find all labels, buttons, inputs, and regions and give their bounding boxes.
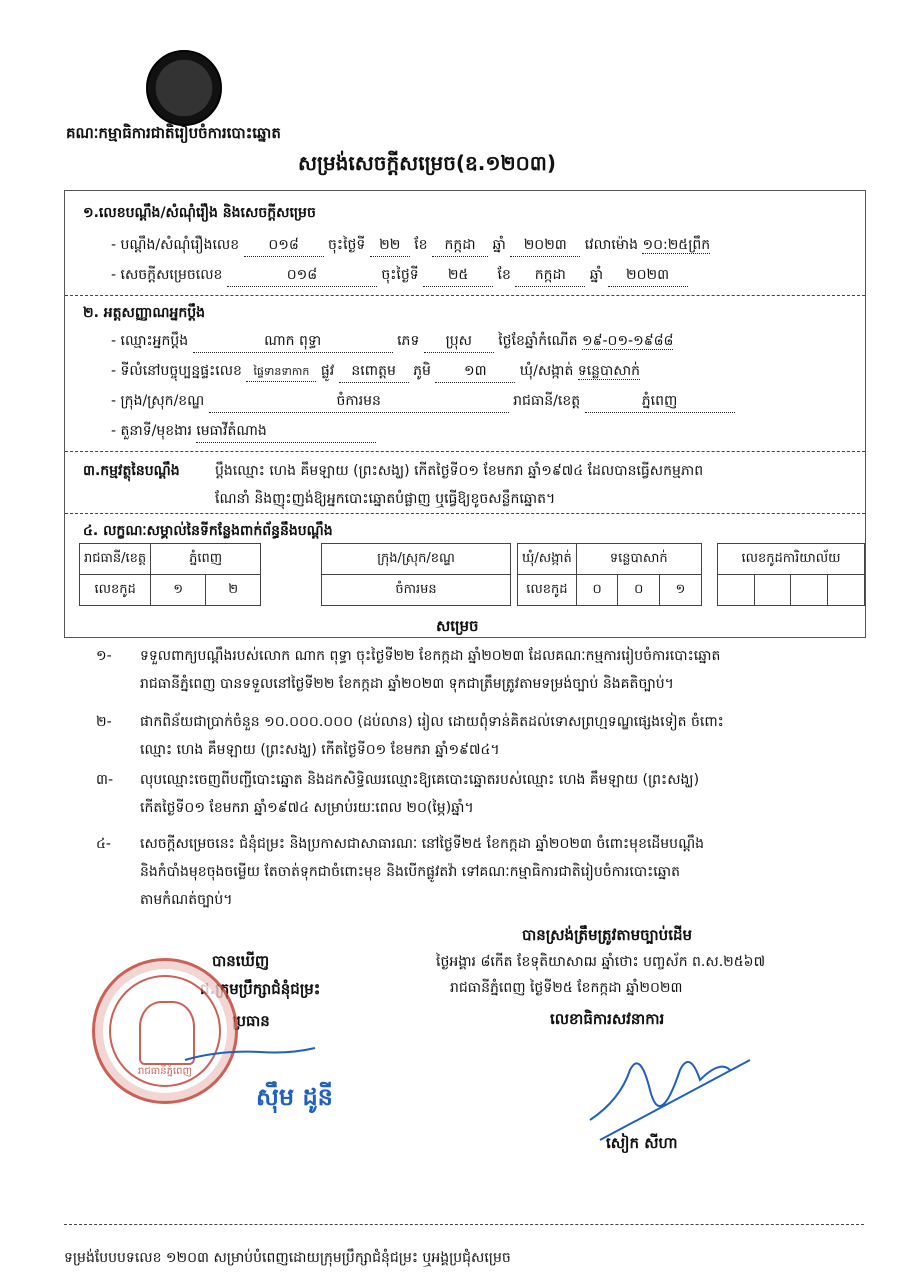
item-line: ផាកពិន័យជាប្រាក់ចំនួន ១០.០០០.០០០ (ដប់លាន) រៀល ដោយពុំទាន់គិតដល់ទោសព្រហ្មទណ្ឌផ្សេងទៀត ចំពោះ [140, 714, 724, 730]
complaint-time: ១០:២៥ព្រឹក [642, 237, 711, 253]
item-line: រាជធានីភ្នំពេញ បានទទួលនៅថ្ងៃទី២២ ខែកក្កដា ឆ្នាំ២០២៣ ទុកជាត្រឹមត្រូវតាមទម្រង់ច្បាប់ និងគតិច្បាប់។ [140, 676, 674, 692]
org-name: គណៈកម្មាធិការជាតិរៀបចំការបោះឆ្នោត [66, 124, 281, 142]
decision-number: ០១៨ [227, 265, 377, 287]
address-label: ទីលំនៅបច្ចុប្បន្នផ្ទះលេខ [120, 363, 242, 379]
complainant-sex: ប្រុស [424, 331, 494, 353]
footer-divider [64, 1224, 864, 1225]
item-number: ៤- [96, 836, 111, 852]
village: ១៣ [435, 361, 515, 383]
decision-label: សេចក្តីសម្រេចលេខ [120, 267, 223, 283]
code-digit: ១ [660, 575, 702, 606]
item-line: សេចក្តីសម្រេចនេះ ជំនុំជម្រះ និងប្រកាសជាសាធារណៈ នៅថ្ងៃទី២៥ ខែកក្កដា ឆ្នាំ២០២៣ ចំពោះមុខដើមបណ្តឹង [140, 836, 705, 852]
date-label: ចុះថ្ងៃទី [328, 237, 366, 253]
code-digit: ២ [206, 575, 261, 606]
date-label: ចុះថ្ងៃទី [381, 267, 419, 283]
lunar-date: ថ្ងៃអង្គារ ៨កើត ខែទុតិយាសាឍ ឆ្នាំថោះ បញ្ចស័ក ព.ស.២៥៦៧ [436, 954, 766, 970]
name-label: ឈ្មោះអ្នកប្តឹង [120, 333, 189, 349]
office-code-label: លេខកូដការិយាល័យ [718, 544, 865, 575]
footer-note: ទម្រង់បែបបទលេខ ១២០៣ សម្រាប់បំពេញដោយក្រុមប្រឹក្សាជំនុំជម្រះ ឬអង្គប្រជុំសម្រេច [64, 1250, 511, 1266]
complaint-row: - បណ្តឹង/សំណុំរឿងលេខ ០១៨ ចុះថ្ងៃទី ២២ ខែ កក្កដា ឆ្នាំ ២០២៣ វេលាម៉ោង ១០:២៥ព្រឹក [111, 235, 710, 257]
divider [65, 295, 865, 296]
house-number: ផ្ទៃទានទាកាក [246, 365, 316, 382]
item-line: លុបឈ្មោះចេញពីបញ្ជីបោះឆ្នោត និងដកសិទ្ធិឈរឈ្មោះឱ្យគេបោះឆ្នោតរបស់ឈ្មោះ ហេង គឹមឡាយ (ព្រះសង្ឃ) [140, 772, 700, 788]
item-line: ទទួលពាក្យបណ្តឹងរបស់លោក ណាក ពុទ្ធា ចុះថ្ងៃទី២២ ខែកក្កដា ឆ្នាំ២០២៣ ដែលគណៈកម្មការរៀបចំការបោះឆ្នោត [140, 648, 721, 664]
complainant-dob: ១៩-០១-១៩៨៨ [581, 333, 674, 349]
sex-label: ភេទ [397, 333, 420, 349]
district: ចំការមន [209, 391, 509, 413]
form-title: សម្រង់សេចក្តីសម្រេច(ឧ.១២០៣) [298, 151, 557, 175]
section2-heading: ២. អត្តសញ្ញាណអ្នកប្តឹង [83, 305, 206, 321]
province: ភ្នំពេញ [585, 391, 735, 413]
item-number: ១- [96, 648, 112, 664]
chamber-name: ជ.ក្រុមប្រឹក្សាជំនុំជម្រះ [200, 980, 321, 998]
address-row: - ទីលំនៅបច្ចុប្បន្នផ្ទះលេខ ផ្ទៃទានទាកាក ផ្លូវ នពោត្តម ភូមិ ១៣ ឃុំ/សង្កាត់ ទន្លេបាសាក់ [111, 361, 640, 383]
district-row: - ក្រុង/ស្រុក/ខណ្ឌ ចំការមន រាជធានី/ខេត្ត ភ្នំពេញ [111, 391, 735, 413]
item-line: ឈ្មោះ ហេង គឹមឡាយ (ព្រះសង្ឃ) កើតថ្ងៃទី០១ ខែមករា ឆ្នាំ១៩៧៤។ [140, 742, 500, 758]
president-signature [180, 1030, 320, 1080]
decision-heading: សម្រេច [436, 617, 479, 635]
seen-label: បានឃើញ [212, 952, 270, 970]
stamp-text: រាជធានីភ្នំពេញ [138, 1066, 192, 1077]
clerk-role: លេខាធិការសវនាការ [550, 1010, 665, 1028]
certified-copy-label: បានស្រង់ត្រឹមត្រូវតាមច្បាប់ដើម [522, 926, 692, 944]
role-label: តួនាទី/មុខងារ [120, 423, 192, 439]
decision-year: ២០២៣ [608, 265, 688, 287]
item-line: កើតថ្ងៃទី០១ ខែមករា ឆ្នាំ១៩៧៤ សម្រាប់រយៈពេល ២០(ម្ភៃ)ឆ្នាំ។ [140, 800, 474, 816]
street-label: ផ្លូវ [320, 363, 335, 379]
clerk-name: សៀក សីហា [606, 1134, 678, 1152]
office-code-cell [828, 575, 865, 606]
divider [65, 451, 865, 452]
complaint-number: ០១៨ [244, 235, 324, 257]
complaint-day: ២២ [370, 235, 410, 257]
role-row: - តួនាទី/មុខងារ មេធាវីតំណាង [111, 421, 376, 443]
office-code-cell [718, 575, 755, 606]
item-line: និងកំបាំងមុខចុងចម្លើយ តែចាត់ទុកជាចំពោះមុខ និងបើកផ្លូវតវ៉ា ទៅគណៈកម្មាធិការជាតិរៀបចំការបោះឆ្នោត [140, 864, 680, 880]
decision-day: ២៥ [423, 265, 493, 287]
president-name: ស៊ឹម ដូនី [256, 1083, 333, 1111]
month-label: ខែ [497, 267, 511, 283]
year-label: ឆ្នាំ [589, 267, 604, 283]
village-label: ភូមិ [413, 363, 431, 379]
office-code-cell [791, 575, 828, 606]
dob-label: ថ្ងៃខែឆ្នាំកំណើត [498, 333, 578, 349]
district-table [321, 543, 511, 606]
item-line: តាមកំណត់ច្បាប់។ [140, 892, 233, 908]
district-label-cell: ក្រុង/ស្រុក/ខណ្ឌ [322, 544, 511, 575]
office-code-cell [754, 575, 791, 606]
district-label: ក្រុង/ស្រុក/ខណ្ឌ [120, 393, 205, 409]
office-code-table [717, 543, 865, 606]
decision-month: កក្កដា [515, 265, 585, 287]
emblem-logo [146, 50, 222, 126]
code-digit: ០ [576, 575, 618, 606]
complaint-month: កក្កដា [432, 235, 488, 257]
province-cell: ភ្នំពេញ [151, 544, 261, 575]
province-label-cell: រាជធានី/ខេត្ត [80, 544, 151, 575]
item-number: ២- [96, 714, 112, 730]
section1-heading: ១.លេខបណ្តឹង/សំណុំរឿង និងសេចក្តីសម្រេច [83, 205, 316, 221]
complainant-name: ណាក ពុទ្ធា [193, 331, 393, 353]
commune: ទន្លេបាសាក់ [577, 363, 641, 379]
month-label: ខែ [414, 237, 428, 253]
complainant-name-row: - ឈ្មោះអ្នកប្តឹង ណាក ពុទ្ធា ភេទ ប្រុស ថ្ងៃខែឆ្នាំកំណើត ១៩-០១-១៩៨៨ [111, 331, 673, 353]
decision-item [96, 766, 876, 826]
form-box [64, 190, 866, 638]
code-label-cell: លេខកូដ [80, 575, 151, 606]
commune-code-table [517, 543, 702, 606]
section3-heading: ៣.កម្មវត្ថុនៃបណ្តឹង [83, 463, 180, 479]
complaint-label: បណ្តឹង/សំណុំរឿងលេខ [120, 237, 240, 253]
code-label-cell: លេខកូដ [518, 575, 577, 606]
district-cell: ចំការមន [322, 575, 511, 606]
section4-heading: ៤. លក្ខណៈសម្គាល់នៃទីកន្លែងពាក់ព័ន្ធនឹងបណ្តឹង [83, 523, 333, 539]
decision-row: - សេចក្តីសម្រេចលេខ ០១៨ ចុះថ្ងៃទី ២៥ ខែ កក្កដា ឆ្នាំ ២០២៣ [111, 265, 688, 287]
province-code-table [79, 543, 261, 606]
decision-item [96, 830, 876, 920]
decision-item [96, 642, 876, 702]
role: មេធាវីតំណាង [196, 421, 376, 443]
subject-line2: ណែនាំ និងញុះញង់ឱ្យអ្នកបោះឆ្នោតបំផ្លាញ ឬធ្វើឱ្យខូចសន្លឹកឆ្នោត។ [215, 491, 556, 507]
year-label: ឆ្នាំ [492, 237, 506, 253]
code-digit: ១ [151, 575, 206, 606]
commune-label-cell: ឃុំ/សង្កាត់ [518, 544, 577, 575]
code-digit: ០ [618, 575, 660, 606]
time-label: វេលាម៉ោង [584, 237, 639, 253]
province-label: រាជធានី/ខេត្ត [513, 393, 581, 409]
complaint-year: ២០២៣ [510, 235, 580, 257]
issue-date: រាជធានីភ្នំពេញ ថ្ងៃទី២៥ ខែកក្កដា ឆ្នាំ២០២៣ [450, 980, 683, 996]
street: នពោត្តម [339, 361, 409, 383]
decision-item [96, 708, 876, 768]
item-number: ៣- [96, 772, 114, 788]
president-role: ប្រធាន [232, 1012, 270, 1030]
divider [65, 513, 865, 514]
subject-line1: ប្តឹងឈ្មោះ ហេង គឹមឡាយ (ព្រះសង្ឃ) កើតថ្ងៃទី០១ ខែមករា ឆ្នាំ១៩៧៤ ដែលបានធ្វើសកម្មភាព [215, 463, 704, 479]
commune-cell: ទន្លេបាសាក់ [576, 544, 701, 575]
commune-label: ឃុំ/សង្កាត់ [519, 363, 574, 379]
